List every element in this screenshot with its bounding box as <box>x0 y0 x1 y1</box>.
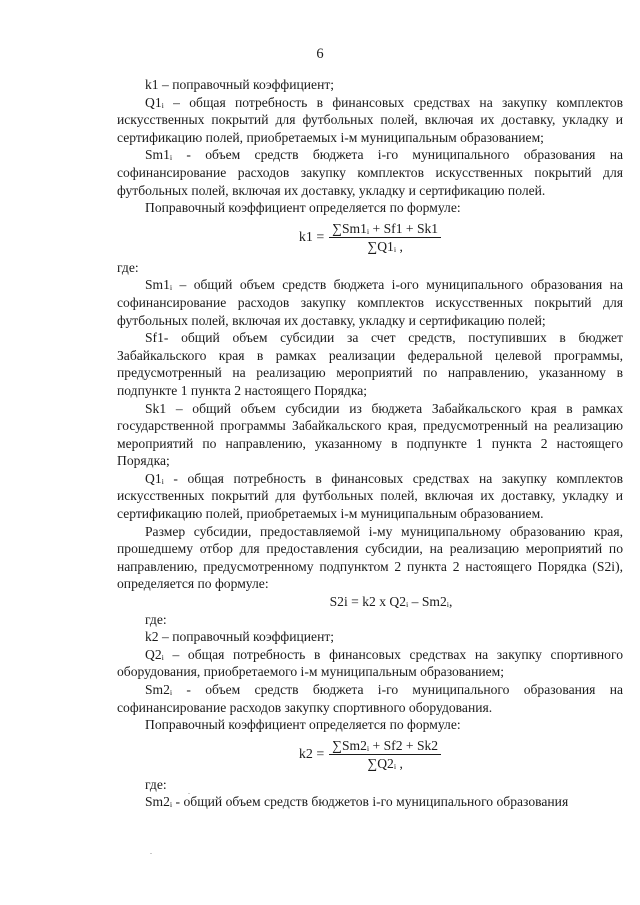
q1-definition: Q1ᵢ – общая потребность в финансовых средствах на закупку комплектов искусственных покрытий для футбольных полей, включая их доставку, укладку и сертификацию полей, приобретаемых i-м муниципальным образованием; <box>117 94 623 145</box>
sf1-definition: Sf1- общий объем субсидии за счет средств, поступивших в бюджет Забайкальского края в рамках реализации федеральной целевой программы, предусмотренный на реализацию мероприятий по направлению, указанному в подпункте 1 пункта 2 настоящего Порядка; <box>117 330 623 398</box>
s2-formula: S2i = k2 x Q2ᵢ – Sm2ᵢ, <box>329 594 453 610</box>
where-label-1: где: <box>117 259 139 275</box>
formula-k1-fraction <box>329 220 441 255</box>
formula-k1-numerator: ∑Sm1ᵢ + Sf1 + Sk1 <box>329 220 441 238</box>
sm2-definition: Sm2ᵢ - объем средств бюджета i-го муниципального образования на софинансирование расходов закупку спортивного оборудования. <box>117 682 623 715</box>
k2-definition: k2 – поправочный коэффициент; <box>145 629 335 645</box>
q2-definition: Q2ᵢ – общая потребность в финансовых средствах на закупку спортивного оборудования, приобретаемого i-м муниципальным образованием; <box>117 646 623 680</box>
k1-definition: k1 – поправочный коэффициент; <box>145 77 335 92</box>
coefficient-intro-1: Поправочный коэффициент определяется по формуле: <box>145 200 461 216</box>
subsidy-size-paragraph: Размер субсидии, предоставляемой i-му муниципальному образованию края, прошедшему отбор для предоставления субсидии, на реализацию мероприятий по направлению, предусмотренному подпунктом 2 пункта 2 настоящего Порядка (S2i), определяется по формуле: <box>117 523 623 592</box>
formula-k1-lhs: k1 = <box>298 229 325 245</box>
formula-k2-lhs: k2 = <box>298 746 325 762</box>
page-number: 6 <box>316 46 324 62</box>
formula-k2-denominator: ∑Q2ᵢ , <box>367 756 403 772</box>
sm1-definition: Sm1ᵢ - объем средств бюджета i-го муниципального образования на софинансирование расходов закупку комплектов искусственных покрытий для футбольных полей, включая их доставку, укладку и сертификацию полей. <box>117 147 623 198</box>
scan-speck <box>150 853 152 854</box>
sm2-definition-2: Sm2ᵢ - общий объем средств бюджетов i-го муниципального образования <box>145 794 569 810</box>
formula-k1-denominator: ∑Q1ᵢ , <box>367 239 403 255</box>
sk1-definition: Sk1 – общий объем субсидии из бюджета Забайкальского края в рамках государственной программы Забайкальского края, предусмотренный на реализацию мероприятий по направлению, указанному в подпункте 1 пункта 2 настоящего Порядка; <box>117 400 623 469</box>
scan-speck <box>188 793 190 794</box>
coefficient-intro-2: Поправочный коэффициент определяется по формуле: <box>145 717 461 733</box>
q1-definition-2: Q1ᵢ - общая потребность в финансовых средствах на закупку комплектов искусственных покрытий для футбольных полей, включая их доставку, укладку и сертификацию полей, приобретаемых i-м муниципальным образованием. <box>117 470 623 522</box>
body-text <box>117 76 623 811</box>
sm1-definition-2: Sm1ᵢ – общий объем средств бюджета i-ого муниципального образования на софинансирование расходов закупку комплектов искусственных покрытий для футбольных полей, включая их доставку, укладку и сертификацию полей; <box>117 277 623 328</box>
formula-k2-numerator: ∑Sm2ᵢ + Sf2 + Sk2 <box>329 737 441 755</box>
formula-k2-fraction <box>329 737 441 772</box>
formula-k1 <box>117 217 623 259</box>
formula-k2 <box>117 734 623 776</box>
where-label-3: где: <box>145 776 167 792</box>
where-label-2: где: <box>145 611 167 627</box>
